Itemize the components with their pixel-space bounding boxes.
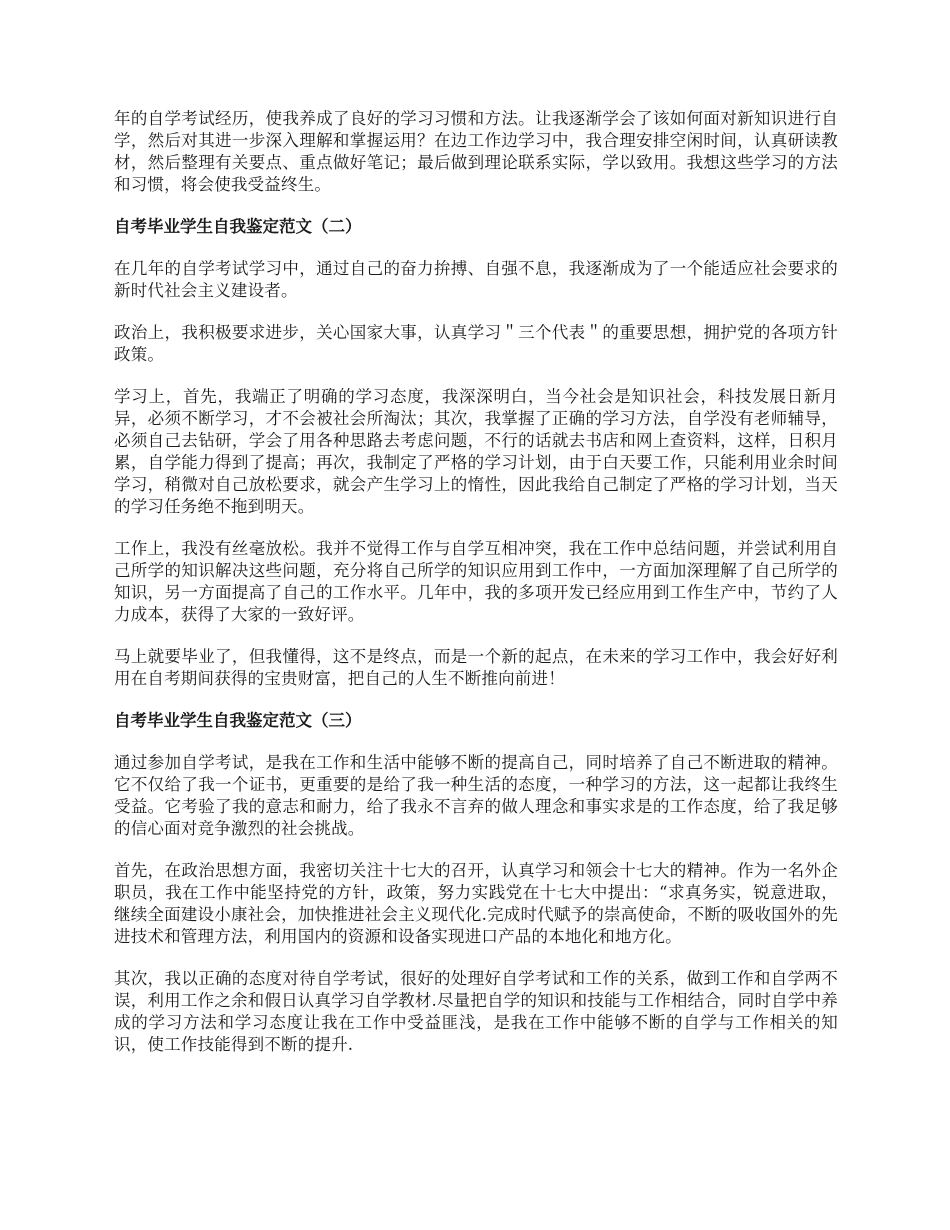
paragraph-s2-work: 工作上，我没有丝毫放松。我并不觉得工作与自学互相冲突，我在工作中总结问题，并尝试利用自己所学的知识解决这些问题，充分将自己所学的知识应用到工作中，一方面加深理解了自己所学的知识，另一方面提高了自己的工作水平。几年中，我的多项开发已经应用到工作生产中，节约了人力成本，获得了大家的一致好评。 <box>114 539 838 624</box>
document-page <box>114 108 838 1076</box>
paragraph-intro-continuation: 年的自学考试经历，使我养成了良好的学习习惯和方法。让我逐渐学会了该如何面对新知识进行自学，然后对其进一步深入理解和掌握运用？在边工作边学习中，我合理安排空闲时间，认真研读教材，然后整理有关要点、重点做好笔记；最后做到理论联系实际，学以致用。我想这些学习的方法和习惯，将会使我受益终生。 <box>114 109 838 194</box>
section-heading-3: 自考毕业学生自我鉴定范文（三） <box>114 711 362 730</box>
paragraph-s2-opening: 在几年的自学考试学习中，通过自己的奋力拚搏、自强不息，我逐渐成为了一个能适应社会要求的新时代社会主义建设者。 <box>114 259 838 300</box>
paragraph-s2-study: 学习上，首先，我端正了明确的学习态度，我深深明白，当今社会是知识社会，科技发展日新月异，必须不断学习，才不会被社会所淘汰；其次，我掌握了正确的学习方法，自学没有老师辅导，必须自己去钻研，学会了用各种思路去考虑问题，不行的话就去书店和网上查资料，这样，日积月累，自学能力得到了提高；再次，我制定了严格的学习计划，由于白天要工作，只能利用业余时间学习，稍微对自己放松要求，就会产生学习上的惰性，因此我给自己制定了严格的学习计划，当天的学习任务绝不拖到明天。 <box>114 387 838 516</box>
paragraph-s3-politics: 首先，在政治思想方面，我密切关注十七大的召开，认真学习和领会十七大的精神。作为一名外企职员，我在工作中能坚持党的方针，政策，努力实践党在十七大中提出：“求真务实，锐意进取，继续全面建设小康社会，加快推进社会主义现代化.完成时代赋予的崇高使命，不断的吸收国外的先进技术和管理方法，利用国内的资源和设备实现进口产品的本地化和地方化。 <box>114 861 838 946</box>
paragraph-s2-politics: 政治上，我积极要求进步，关心国家大事，认真学习＂三个代表＂的重要思想，拥护党的各项方针政策。 <box>114 323 838 364</box>
section-heading-2: 自考毕业学生自我鉴定范文（二） <box>114 217 362 236</box>
paragraph-s3-opening: 通过参加自学考试，是我在工作和生活中能够不断的提高自己，同时培养了自己不断进取的精神。它不仅给了我一个证书，更重要的是给了我一种生活的态度，一种学习的方法，这一起都让我终生受益。它考验了我的意志和耐力，给了我永不言弃的做人理念和事实求是的工作态度，给了我足够的信心面对竞争激烈的社会挑战。 <box>114 753 838 838</box>
paragraph-s3-study-work: 其次，我以正确的态度对待自学考试，很好的处理好自学考试和工作的关系，做到工作和自学两不误，利用工作之余和假日认真学习自学教材.尽量把自学的知识和技能与工作相结合，同时自学中养成的学习方法和学习态度让我在工作中受益匪浅，是我在工作中能够不断的自学与工作相关的知识，使工作技能得到不断的提升. <box>114 969 838 1054</box>
paragraph-s2-closing: 马上就要毕业了，但我懂得，这不是终点，而是一个新的起点，在未来的学习工作中，我会好好利用在自考期间获得的宝贵财富，把自己的人生不断推向前进！ <box>114 647 838 688</box>
